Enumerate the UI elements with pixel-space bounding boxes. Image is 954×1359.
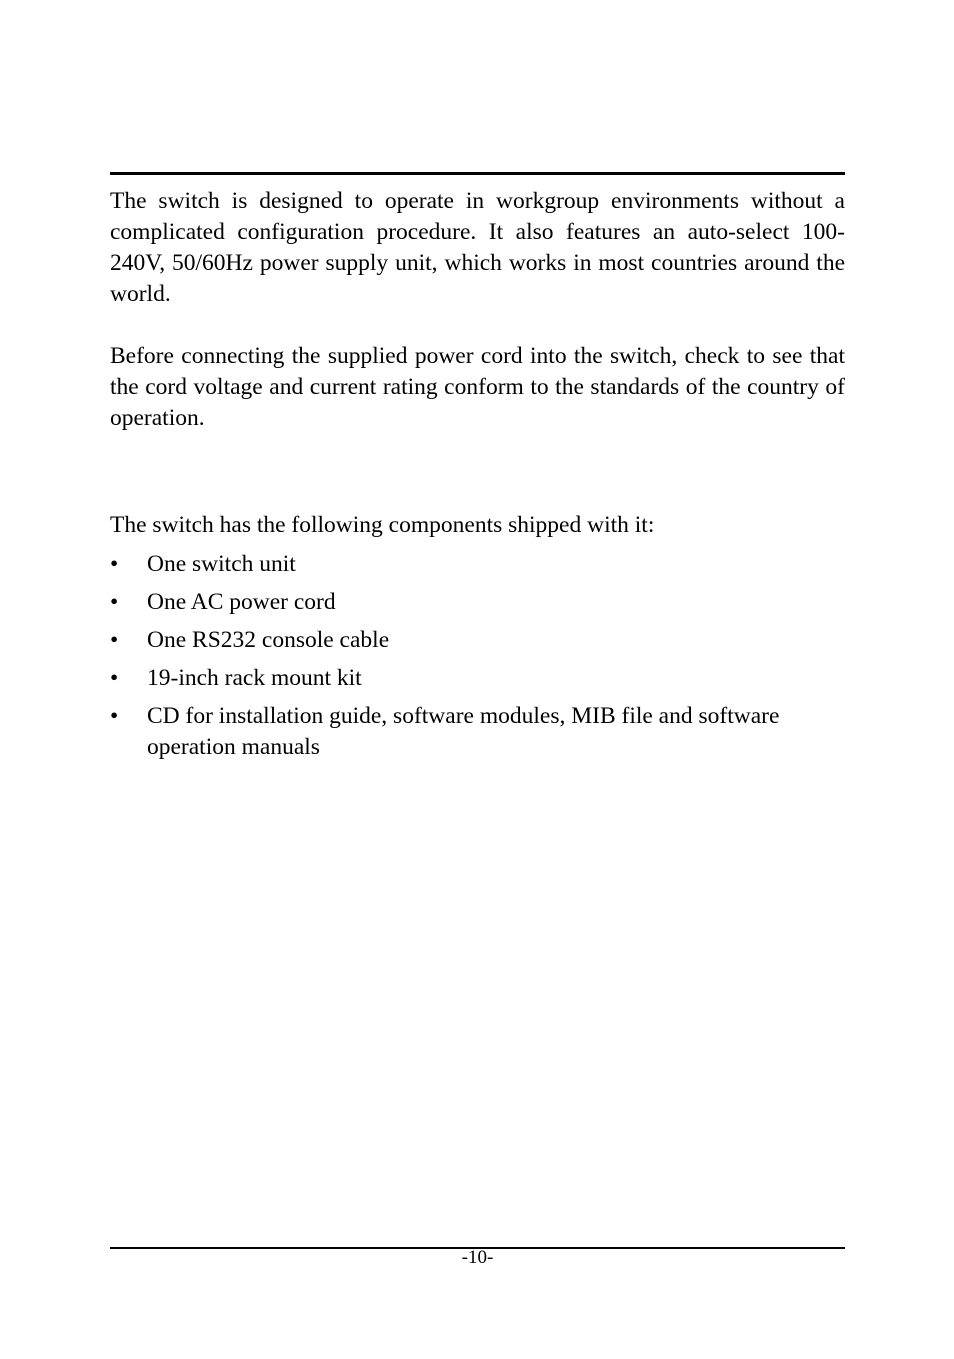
page-body [110,186,845,770]
list-item [110,549,845,580]
bullet-icon: • [110,665,119,691]
bullet-icon: • [110,589,119,615]
components-list [110,549,845,763]
list-item [110,625,845,656]
list-item-text: One AC power cord [147,589,336,615]
list-item-text: One RS232 console cable [147,627,390,653]
list-item [110,663,845,694]
list-item-text: 19-inch rack mount kit [147,665,362,691]
header-rule [110,172,845,175]
power-cord-paragraph: Before connecting the supplied power cord into the switch, check to see that the cord voltage and current rating conform to the standards of the country of operation. [110,343,845,431]
list-item [110,587,845,618]
bullet-icon: • [110,551,119,577]
list-item-text: CD for installation guide, software modules, MIB file and software operation manuals [147,703,780,760]
list-item [110,701,845,763]
bullet-icon: • [110,703,119,729]
list-item-text: One switch unit [147,551,296,577]
page-number: -10- [461,1247,494,1268]
components-intro: The switch has the following components shipped with it: [110,512,655,538]
power-paragraph: The switch is designed to operate in workgroup environments without a complicated configuration procedure. It also features an auto-select 100-240V, 50/60Hz power supply unit, which works in most countries around the world. [110,188,845,307]
bullet-icon: • [110,627,119,653]
